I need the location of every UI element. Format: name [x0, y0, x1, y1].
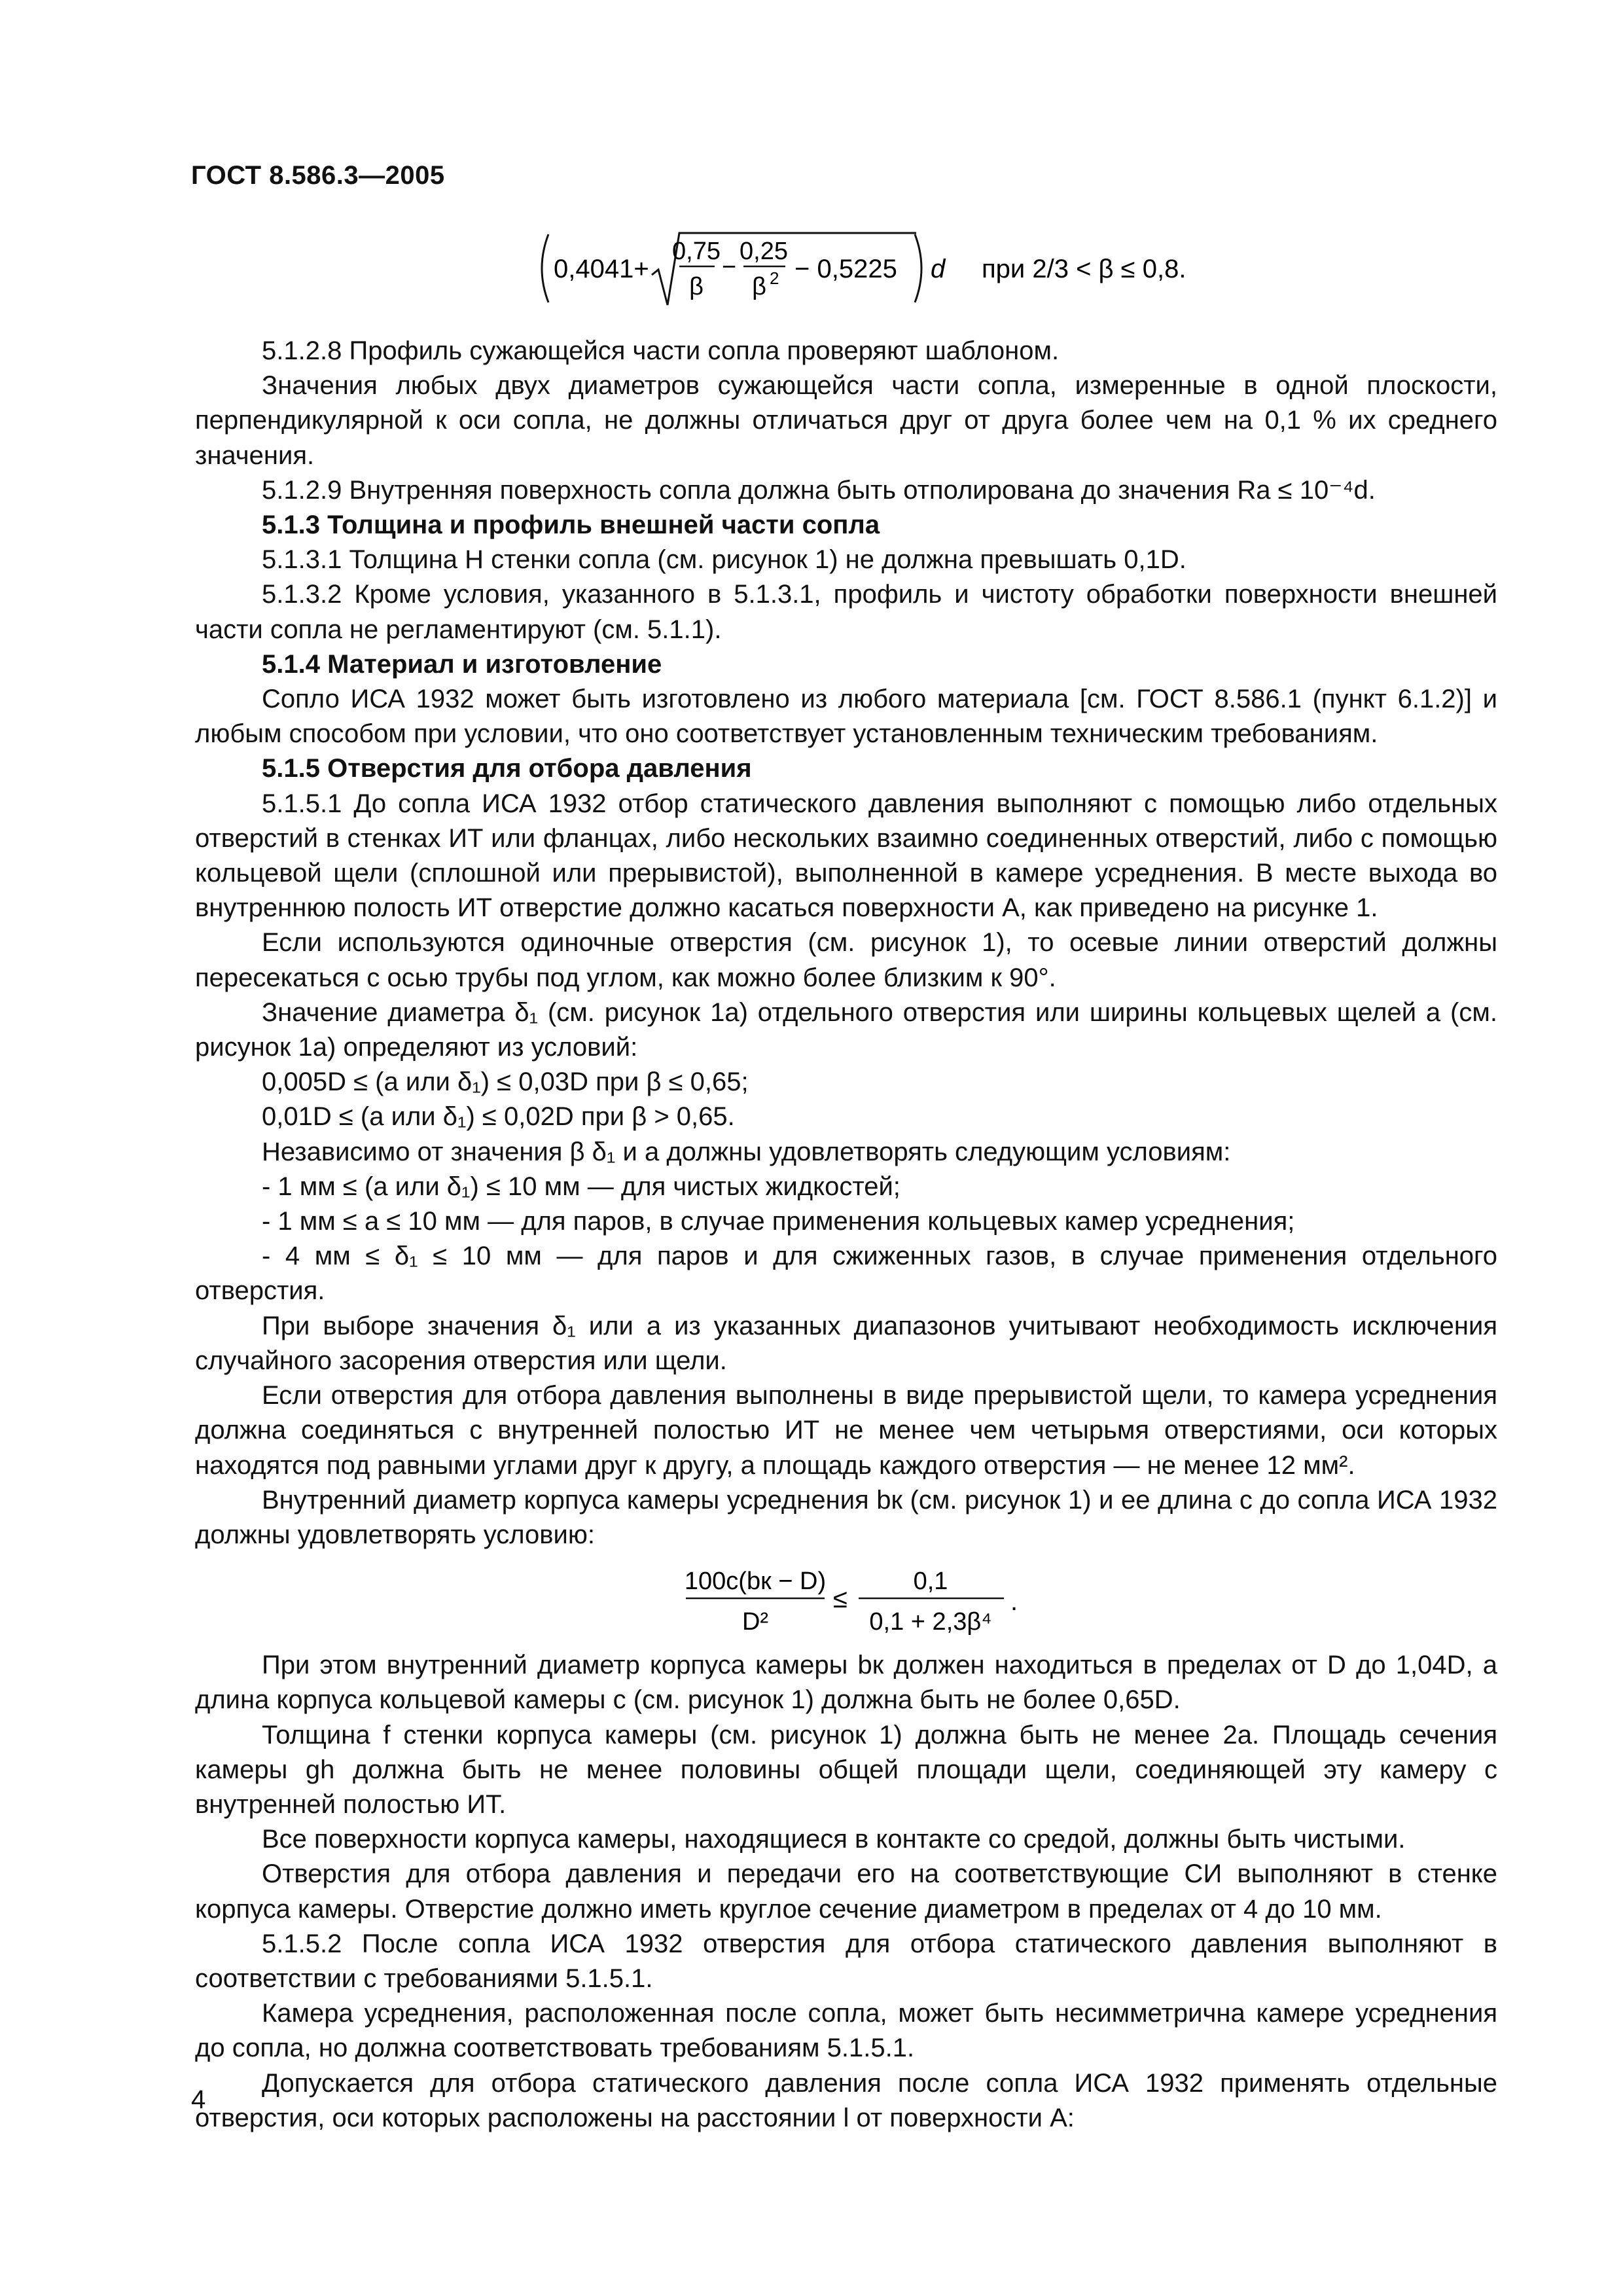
left-paren: [542, 234, 548, 302]
paragraph: Если используются одиночные отверстия (см. рисунок 1), то осевые линии отверстий должны пересекаться с осью трубы под углом, как можно более близким к 90°.: [195, 928, 1497, 992]
paragraph: Толщина f стенки корпуса камеры (см. рисунок 1) должна быть не менее 2a. Площадь сечения камеры gh должна быть не менее половины общей площади щели, соединяющей эту камеру с внутренней полостью ИТ.: [195, 1720, 1497, 1819]
formula-numerator: 100c(bк − D): [684, 1568, 827, 1596]
denominator-1: β: [689, 273, 704, 300]
paragraph: Значение диаметра δ₁ (см. рисунок 1а) отдельного отверстия или ширины кольцевых щелей a (см. рисунок 1а) определяют из условий:: [195, 997, 1497, 1062]
paragraph: - 1 мм ≤ a ≤ 10 мм — для паров, в случае применения кольцевых камер усреднения;: [262, 1207, 1295, 1236]
formula-tail: − 0,5225: [794, 255, 897, 283]
right-paren: [915, 234, 921, 302]
formula-relation: ≤: [833, 1585, 847, 1614]
formula-end: .: [1010, 1587, 1018, 1617]
paragraph: Отверстия для отбора давления и передачи его на соответствующие СИ выполняют в стенке корпуса камеры. Отверстие должно иметь круглое сечение диаметром в пределах от 4 до 10 мм.: [195, 1859, 1497, 1924]
numerator-2: 0,25: [740, 238, 788, 265]
section-heading: 5.1.4 Материал и изготовление: [262, 649, 662, 679]
minus-sign: −: [721, 253, 737, 281]
section-heading: 5.1.3 Толщина и профиль внешней части сопла: [262, 511, 880, 540]
condition-formula-graphic: [679, 1555, 1046, 1647]
paragraph: Допускается для отбора статического давления после сопла ИСА 1932 применять отдельные отверстия, оси которых расположены на расстоянии l от поверхности A:: [195, 2068, 1497, 2132]
paragraph: - 4 мм ≤ δ₁ ≤ 10 мм — для паров и для сжиженных газов, в случае применения отдельного отверстия.: [195, 1242, 1497, 1306]
paragraph: Внутренний диаметр корпуса камеры усреднения bк (см. рисунок 1) и ее длина c до сопла ИСА 1932 должны удовлетворять условию:: [195, 1485, 1497, 1549]
formula-right-numerator: 0,1: [913, 1568, 948, 1596]
condition-formula: [195, 1552, 1497, 1648]
paragraph: 5.1.2.9 Внутренняя поверхность сопла должна быть отполирована до значения Ra ≤ 10⁻⁴d.: [262, 475, 1376, 505]
top-formula: [530, 223, 1185, 314]
paragraph: Независимо от значения β δ₁ и a должны удовлетворять следующим условиям:: [262, 1137, 1231, 1166]
paragraph: 5.1.3.1 Толщина H стенки сопла (см. рисунок 1) не должна превышать 0,1D.: [262, 545, 1186, 575]
paragraph: 5.1.3.2 Кроме условия, указанного в 5.1.3.1, профиль и чистоту обработки поверхности внешней части сопла не регламентируют (см. 5.1.1).: [195, 580, 1497, 644]
document-header: ГОСТ 8.586.3—2005: [191, 161, 445, 190]
formula-denominator: D²: [741, 1608, 769, 1636]
numerator-1: 0,75: [672, 238, 721, 265]
paragraph: Сопло ИСА 1932 может быть изготовлено из любого материала [см. ГОСТ 8.586.1 (пункт 6.1.2)] и любым способом при условии, что оно соответствует установленным техническим требованиям.: [195, 685, 1497, 749]
paragraph: 5.1.5.1 До сопла ИСА 1932 отбор статического давления выполняют с помощью либо отдельных отверстий в стенках ИТ или фланцах, либо нескольких взаимно соединенных отверстий, либо с помощью кольцевой щели (сплошной или прерывистой), выполненной в камере усреднения. В месте выхода во внутреннюю полость ИТ отверстие должно касаться поверхности A, как приведено на рисунке 1.: [195, 789, 1497, 923]
paragraph: 5.1.5.2 После сопла ИСА 1932 отверстия для отбора статического давления выполняют в соответствии с требованиями 5.1.5.1.: [195, 1929, 1497, 1993]
exponent: 2: [770, 268, 779, 288]
paragraph: Камера усреднения, расположенная после сопла, может быть несимметрична камере усреднения до сопла, но должна соответствовать требованиям 5.1.5.1.: [195, 1999, 1497, 2063]
paragraph: 5.1.2.8 Профиль сужающейся части сопла проверяют шаблоном.: [262, 336, 1060, 365]
paragraph: Если отверстия для отбора давления выполнены в виде прерывистой щели, то камера усреднения должна соединяться с внутренней полостью ИТ не менее чем четырьмя отверстиями, оси которых находятся под равными углами друг к другу, а площадь каждого отверстия — не менее 12 мм².: [195, 1381, 1497, 1480]
paragraph: При этом внутренний диаметр корпуса камеры bк должен находиться в пределах от D до 1,04D, а длина корпуса кольцевой камеры c (см. рисунок 1) должна быть не более 0,65D.: [195, 1651, 1498, 1715]
document-body: [195, 334, 1497, 2136]
section-heading: 5.1.5 Отверстия для отбора давления: [262, 754, 752, 783]
formula-variable: d: [931, 255, 946, 283]
paragraph: 0,01D ≤ (a или δ₁) ≤ 0,02D при β > 0,65.: [262, 1102, 735, 1132]
denominator-2: β: [752, 273, 766, 300]
paragraph: При выборе значения δ₁ или a из указанных диапазонов учитывают необходимость исключения случайного засорения отверстия или щели.: [195, 1311, 1497, 1375]
paragraph: 0,005D ≤ (a или δ₁) ≤ 0,03D при β ≤ 0,65;: [262, 1067, 749, 1097]
paragraph: Значения любых двух диаметров сужающейся части сопла, измеренные в одной плоскости, перпендикулярной к оси сопла, не должны отличаться друг от друга более чем на 0,1 % их среднего значения.: [195, 371, 1497, 470]
top-formula-graphic: [530, 223, 1185, 314]
formula-condition: при 2/3 < β ≤ 0,8.: [982, 255, 1185, 283]
formula-constant: 0,4041+: [554, 255, 649, 283]
paragraph: - 1 мм ≤ (a или δ₁) ≤ 10 мм — для чистых жидкостей;: [262, 1172, 901, 1201]
page-number: 4: [191, 2085, 206, 2114]
paragraph: Все поверхности корпуса камеры, находящиеся в контакте со средой, должны быть чистыми.: [262, 1825, 1406, 1854]
formula-right-denominator: 0,1 + 2,3β⁴: [869, 1608, 992, 1636]
